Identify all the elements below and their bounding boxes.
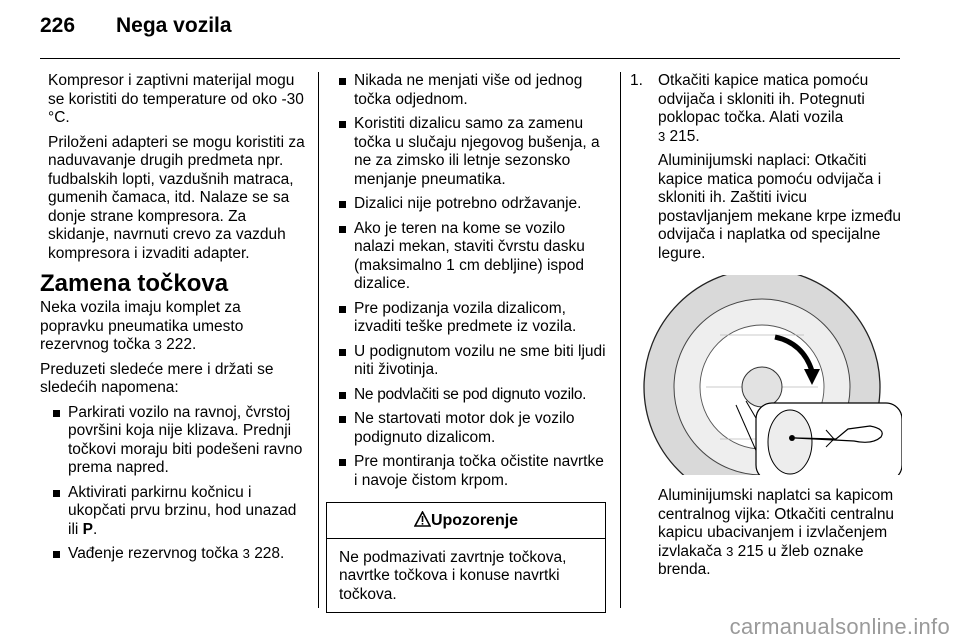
center-cap-paragraph: Aluminijumski naplatci sa kapicom centralnog vijka: Otkačiti centralnu kapicu ubacivanjem i izvlačenjem izvlakača 3 215 u žleb oznake brenda. <box>658 487 895 578</box>
column-3 <box>630 72 902 586</box>
bullet-square-icon <box>339 349 346 356</box>
wheel-illustration <box>640 275 902 475</box>
list-item: Nikada ne menjati više od jednog točka odjednom. <box>326 72 606 109</box>
page-ref-link[interactable]: 222. <box>166 336 197 353</box>
list-item: Vađenje rezervnog točka 3 228. <box>40 545 306 564</box>
column-1 <box>40 72 306 570</box>
step-number: 1. <box>630 72 643 89</box>
column-2 <box>326 72 606 613</box>
gear-label: P <box>82 520 93 538</box>
bullet-square-icon <box>339 459 346 466</box>
watermark: carmanualsonline.info <box>729 614 950 639</box>
precautions-intro: Preduzeti sledeće mere i držati se sledećih napomena: <box>40 360 274 396</box>
bullet-square-icon <box>339 78 346 85</box>
warning-triangle-icon <box>414 511 431 527</box>
page-header <box>40 14 232 48</box>
list-item: Dizalici nije potrebno održavanje. <box>326 195 606 214</box>
page-title: Nega vozila <box>116 14 232 37</box>
page-ref-icon: 3 <box>658 128 666 144</box>
bullet-square-icon <box>339 226 346 233</box>
bullet-square-icon <box>339 306 346 313</box>
header-rule <box>40 58 900 59</box>
bullet-square-icon <box>339 121 346 128</box>
list-item: Ne startovati motor dok je vozilo podignuto dizalicom. <box>326 410 606 447</box>
bullet-square-icon <box>53 490 60 497</box>
bullet-square-icon <box>339 416 346 423</box>
wheel-cap-removal-icon <box>640 275 902 475</box>
adapter-paragraph: Priloženi adapteri se mogu koristiti za naduvavanje drugih predmeta npr. fudbalskih lopti, vazdušnih matraca, gumenih čamaca, itd. Nalaze se sa donje strane kompresora. Za skidanje, navrnuti crevo za vazduh kompresora i izvaditi adapter. <box>48 133 305 262</box>
list-item: U podignutom vozilu ne sme biti ljudi niti životinja. <box>326 343 606 380</box>
alloy-rim-paragraph: Aluminijumski naplaci: Otkačiti kapice matica pomoću odvijača i skloniti ih. Zaštiti ivicu postavljanjem mekane krpe između odvijača i naplatka od specijalne legure. <box>658 152 901 262</box>
list-item: Pre podizanja vozila dizalicom, izvaditi teške predmete iz vozila. <box>326 300 606 337</box>
step-item: 1. Otkačiti kapice matica pomoću odvijača i skloniti ih. Potegnuti poklopac točka. Alati vozila 3 215. <box>630 72 869 145</box>
list-item: Aktivirati parkirnu kočnicu i ukopčati prvu brzinu, hod unazad ili P. <box>40 484 306 540</box>
bullet-square-icon <box>53 551 60 558</box>
page-ref-link[interactable]: 215. <box>669 127 700 145</box>
list-item: Koristiti dizalicu samo za zamenu točka u slučaju njegovog bušenja, a ne za zimsko ili letnje sezonsko menjanje pneumatika. <box>326 115 606 189</box>
page-number: 226 <box>40 14 76 37</box>
page-ref-link[interactable]: 228. <box>254 545 285 562</box>
column-divider <box>620 72 621 608</box>
warning-header <box>327 503 605 539</box>
repair-kit-paragraph: Neka vozila imaju komplet za popravku pneumatika umesto rezervnog točka 3 222. <box>40 299 244 353</box>
page-ref-icon: 3 <box>726 543 734 559</box>
list-item: Parkirati vozilo na ravnoj, čvrstoj površini koja nije klizava. Prednji točkovi moraju biti podešeni ravno prema napred. <box>40 404 306 478</box>
warning-box <box>326 502 606 613</box>
section-heading: Zamena točkova <box>40 270 229 297</box>
bullet-square-icon <box>339 392 346 399</box>
page-ref-link[interactable]: 215 <box>737 542 764 560</box>
list-item: Ako je teren na kome se vozilo nalazi mekan, staviti čvrstu dasku (maksimalno 1 cm debljine) ispod dizalice. <box>326 220 606 294</box>
page-ref-icon: 3 <box>242 546 250 561</box>
column-divider <box>318 72 319 608</box>
bullet-square-icon <box>339 201 346 208</box>
warning-text: Ne podmazivati zavrtnje točkova, navrtke točkova i konuse navrtki točkova. <box>339 548 567 603</box>
list-item: Ne podvlačiti se pod dignuto vozilo. <box>326 386 606 405</box>
list-item: Pre montiranja točka očistite navrtke i navoje čistom krpom. <box>326 453 606 490</box>
warning-title: Upozorenje <box>430 512 519 529</box>
bullet-square-icon <box>53 410 60 417</box>
page-ref-icon: 3 <box>154 337 162 352</box>
compressor-paragraph: Kompresor i zaptivni materijal mogu se koristiti do temperature od oko -30 °C. <box>48 72 304 126</box>
